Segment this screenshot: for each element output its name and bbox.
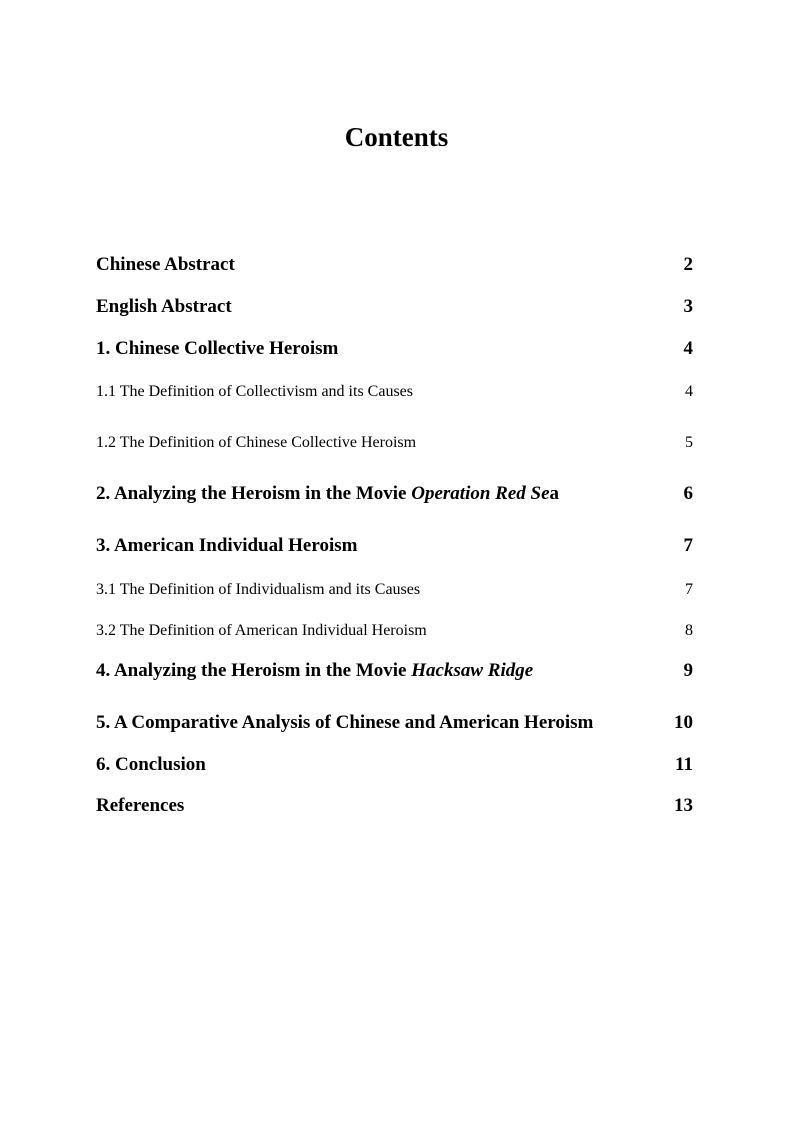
toc-entry-section-1-2[interactable] xyxy=(96,426,693,452)
dot-leader xyxy=(260,314,682,318)
toc-page-number: 7 xyxy=(685,581,693,598)
dot-leader xyxy=(261,272,682,276)
dot-leader xyxy=(549,678,681,682)
toc-entry-section-3[interactable] xyxy=(96,531,693,557)
toc-entry-section-1[interactable] xyxy=(96,334,693,360)
toc-label-text: 4. Analyzing the Heroism in the Movie xyxy=(96,660,412,681)
toc-page-number: 6 xyxy=(683,483,693,504)
dot-leader xyxy=(563,501,681,505)
toc-page-number: 9 xyxy=(683,660,693,681)
toc-entry-label: 1. Chinese Collective Heroism xyxy=(96,338,339,359)
toc-entry-label: 3. American Individual Heroism xyxy=(96,535,358,556)
page-title: Contents xyxy=(344,122,449,152)
dot-leader xyxy=(377,553,681,557)
toc-entry-label: 3.1 The Definition of Individualism and its Causes xyxy=(96,581,421,598)
toc-entry-section-4[interactable] xyxy=(96,656,693,682)
dot-leader xyxy=(216,772,673,776)
toc-entry-label: 6. Conclusion xyxy=(96,754,206,775)
toc-label-text: a xyxy=(549,483,560,504)
toc-page-number: 10 xyxy=(674,712,693,733)
toc-page-number: 5 xyxy=(685,434,693,451)
toc-entry-english-abstract[interactable] xyxy=(96,292,693,318)
toc-page-number: 11 xyxy=(675,754,693,775)
toc-entry-section-1-1[interactable] xyxy=(96,375,693,401)
dot-leader xyxy=(595,730,672,734)
toc-entry-label: 1.2 The Definition of Chinese Collective Heroism xyxy=(96,434,417,451)
toc-page-number: 2 xyxy=(683,254,693,275)
toc-entry-section-2[interactable] xyxy=(96,479,693,505)
toc-entry-section-3-2[interactable] xyxy=(96,614,693,640)
toc-entry-label: English Abstract xyxy=(96,296,232,317)
toc-entry-label: Chinese Abstract xyxy=(96,254,235,275)
toc-entry-label: 3.2 The Definition of American Individual Heroism xyxy=(96,622,427,639)
dot-leader xyxy=(428,448,683,452)
toc-page-number: 4 xyxy=(685,383,693,400)
toc-page-number: 13 xyxy=(674,795,693,816)
toc-entry-label: References xyxy=(96,795,185,816)
toc-page-number: 8 xyxy=(685,622,693,639)
toc-page-number: 4 xyxy=(683,338,693,359)
dot-leader xyxy=(427,397,683,401)
movie-title: Hacksaw Ridge xyxy=(411,660,534,681)
toc-entry-label: 1.1 The Definition of Collectivism and its Causes xyxy=(96,383,413,400)
dot-leader xyxy=(350,356,681,360)
toc-entry-section-6[interactable] xyxy=(96,750,693,776)
dot-leader xyxy=(428,595,683,599)
toc-entry-section-5[interactable] xyxy=(96,708,693,734)
dot-leader xyxy=(194,813,672,817)
toc-page-number: 7 xyxy=(683,535,693,556)
toc-entry-label xyxy=(96,660,533,682)
toc-entry-references[interactable] xyxy=(96,791,693,817)
movie-title: Operation Red Se xyxy=(411,483,550,504)
toc-page-number: 3 xyxy=(683,296,693,317)
toc-label-text: 2. Analyzing the Heroism in the Movie xyxy=(96,483,412,504)
toc-entry-section-3-1[interactable] xyxy=(96,573,693,599)
toc-entry-label xyxy=(96,483,559,505)
toc-entry-label: 5. A Comparative Analysis of Chinese and American Heroism xyxy=(96,712,594,733)
toc-entry-chinese-abstract[interactable] xyxy=(96,250,693,276)
dot-leader xyxy=(445,636,683,640)
